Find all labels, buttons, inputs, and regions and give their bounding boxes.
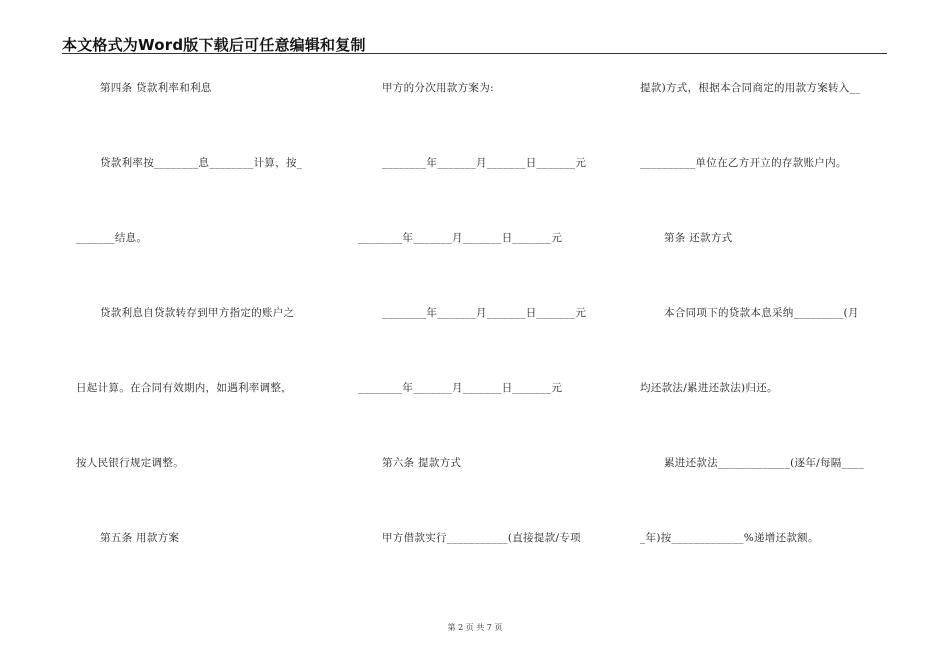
text-line: 提款)方式，根据本合同商定的用款方案转入__ [640,82,861,94]
text-line: 甲方借款实行___________(直接提款/专项 [382,532,581,544]
text-line: 累进还款法_____________(逐年/每隔____ [664,457,864,469]
text-line: 日起计算。在合同有效期内，如遇利率调整， [76,382,292,394]
page-header-title: 本文格式为Word版下载后可任意编辑和复制 [62,36,366,54]
page-number-footer: 第 2 页 共 7 页 [447,623,503,632]
text-line: ________年_______月_______日_______元 [358,382,563,394]
text-line: 本合同项下的贷款本息采纳_________(月 [664,307,859,319]
text-line: 按人民银行规定调整。 [76,457,184,469]
text-line: 第五条 用款方案 [100,532,180,544]
text-line: _年)按_____________%递增还款额。 [640,532,819,544]
text-line: ________年_______月_______日_______元 [358,232,563,244]
text-line: 贷款利息自贷款转存到甲方指定的账户之 [100,307,295,319]
text-line: 均还款法/累进还款法)归还。 [640,382,778,394]
text-line: 贷款利率按________息________计算，按_ [100,157,303,169]
text-line: ________年_______月_______日_______元 [382,157,587,169]
text-column-1 [0,0,330,672]
text-line: 甲方的分次用款方案为: [382,82,494,94]
text-line: __________单位在乙方开立的存款账户内。 [640,157,847,169]
text-line: ________年_______月_______日_______元 [382,307,587,319]
text-column-3 [630,0,930,672]
text-line: 第六条 提款方式 [382,457,462,469]
text-line: 第四条 贷款利率和利息 [100,82,212,94]
text-column-2 [340,0,620,672]
text-line: _______结息。 [76,232,148,244]
text-line: 第条 还款方式 [664,232,733,244]
